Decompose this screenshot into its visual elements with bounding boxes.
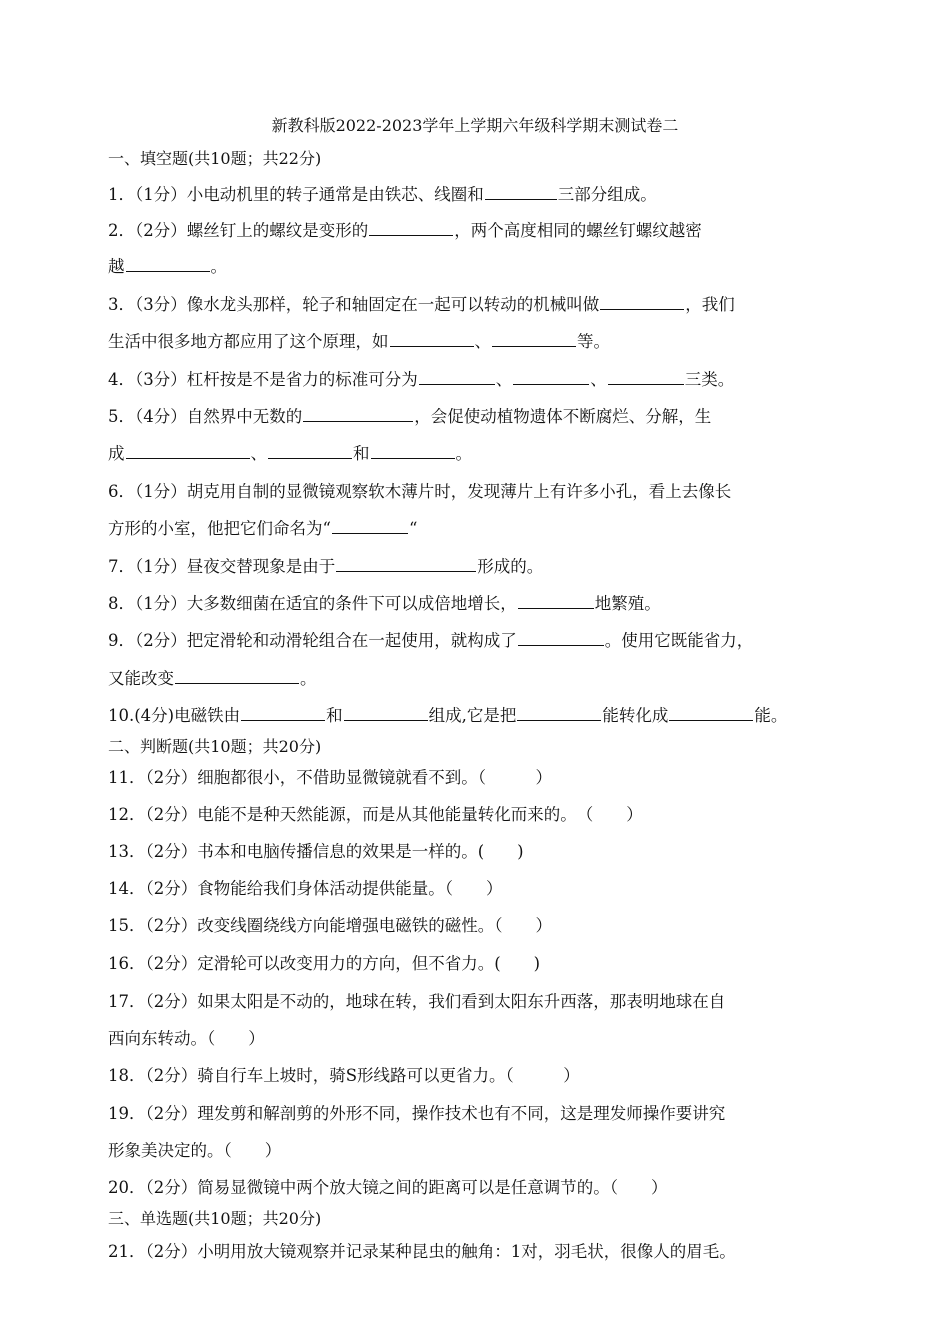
question-12[interactable]: 12．（2分）电能不是种天然能源，而是从其他能量转化而来的。 （ ） — [108, 805, 643, 824]
question-7: 7．（1分）昼夜交替现象是由于 形成的。 — [108, 557, 544, 576]
question-3: 3．（3分）像水龙头那样，轮子和轴固定在一起可以转动的机械叫做 ，我们 — [108, 295, 735, 314]
answer-blank[interactable] — [371, 442, 455, 459]
answer-blank[interactable] — [518, 592, 594, 609]
question-17: 17．（2分）如果太阳是不动的，地球在转，我们看到太阳东升西落，那表明地球在自 — [108, 992, 726, 1011]
answer-blank[interactable] — [175, 667, 299, 684]
question-14[interactable]: 14．（2分）食物能给我们身体活动提供能量。（ ） — [108, 879, 503, 898]
question-15[interactable]: 15．（2分）改变线圈绕线方向能增强电磁铁的磁性。（ ） — [108, 916, 552, 935]
question-9: 9．（2分）把定滑轮和动滑轮组合在一起使用，就构成了 。使用它既能省力， — [108, 631, 754, 650]
question-10: 10.(4分)电磁铁由 和 组成,它是把 能转化成 能。 — [108, 706, 788, 725]
question-6: 6．（1分）胡克用自制的显微镜观察软木薄片时，发现薄片上有许多小孔，看上去像长 — [108, 482, 732, 501]
section-fill-blank: 一、填空题(共10题；共22分) — [108, 149, 322, 168]
question-3-cont: 生活中很多地方都应用了这个原理，如 、 等。 — [108, 332, 610, 351]
question-5-cont: 成 、 和 。 — [108, 444, 472, 463]
answer-blank[interactable] — [390, 330, 474, 347]
question-17-cont[interactable]: 西向东转动。（ ） — [108, 1029, 265, 1048]
question-18[interactable]: 18．（2分）骑自行车上坡时，骑S形线路可以更省力。（ ） — [108, 1066, 580, 1085]
question-2-cont: 越 。 — [108, 257, 227, 276]
question-13[interactable]: 13．（2分）书本和电脑传播信息的效果是一样的。( ) — [108, 842, 524, 861]
question-19-cont[interactable]: 形象美决定的。（ ） — [108, 1141, 282, 1160]
answer-blank[interactable] — [126, 442, 250, 459]
answer-blank[interactable] — [518, 629, 604, 646]
answer-blank[interactable] — [419, 368, 495, 385]
answer-blank[interactable] — [517, 704, 601, 721]
answer-blank[interactable] — [600, 293, 684, 310]
answer-blank[interactable] — [492, 330, 576, 347]
question-6-cont: 方形的小室，他把它们命名为“ “ — [108, 519, 418, 538]
question-16[interactable]: 16．（2分）定滑轮可以改变用力的方向，但不省力。( ) — [108, 954, 541, 973]
answer-blank[interactable] — [241, 704, 325, 721]
answer-blank[interactable] — [344, 704, 428, 721]
answer-blank[interactable] — [126, 255, 210, 272]
question-20[interactable]: 20．（2分）简易显微镜中两个放大镜之间的距离可以是任意调节的。（ ） — [108, 1178, 668, 1197]
question-1: 1．（1分）小电动机里的转子通常是由铁芯、线圈和 三部分组成。 — [108, 185, 657, 204]
question-8: 8．（1分）大多数细菌在适宜的条件下可以成倍地增长， 地繁殖。 — [108, 594, 661, 613]
question-11[interactable]: 11．（2分）细胞都很小，不借助显微镜就看不到。（ ） — [108, 768, 552, 787]
question-9-cont: 又能改变 。 — [108, 669, 317, 688]
question-21: 21．（2分）小明用放大镜观察并记录某种昆虫的触角：1对，羽毛状，很像人的眉毛。 — [108, 1242, 736, 1261]
exam-title: 新教科版2022-2023学年上学期六年级科学期末测试卷二 — [271, 116, 679, 135]
answer-blank[interactable] — [332, 517, 408, 534]
question-2: 2．（2分）螺丝钉上的螺纹是变形的 ，两个高度相同的螺丝钉螺纹越密 — [108, 221, 702, 240]
answer-blank[interactable] — [369, 219, 453, 236]
answer-blank[interactable] — [608, 368, 684, 385]
answer-blank[interactable] — [669, 704, 753, 721]
section-true-false: 二、判断题(共10题；共20分) — [108, 737, 322, 756]
answer-blank[interactable] — [336, 555, 476, 572]
answer-blank[interactable] — [485, 183, 557, 200]
question-5: 5．（4分）自然界中无数的 ，会促使动植物遗体不断腐烂、分解，生 — [108, 407, 712, 426]
question-4: 4．（3分）杠杆按是不是省力的标准可分为 、 、 三类。 — [108, 370, 735, 389]
answer-blank[interactable] — [268, 442, 352, 459]
section-single-choice: 三、单选题(共10题；共20分) — [108, 1209, 322, 1228]
answer-blank[interactable] — [303, 405, 413, 422]
question-19: 19．（2分）理发剪和解剖剪的外形不同，操作技术也有不同，这是理发师操作要讲究 — [108, 1104, 726, 1123]
answer-blank[interactable] — [513, 368, 589, 385]
